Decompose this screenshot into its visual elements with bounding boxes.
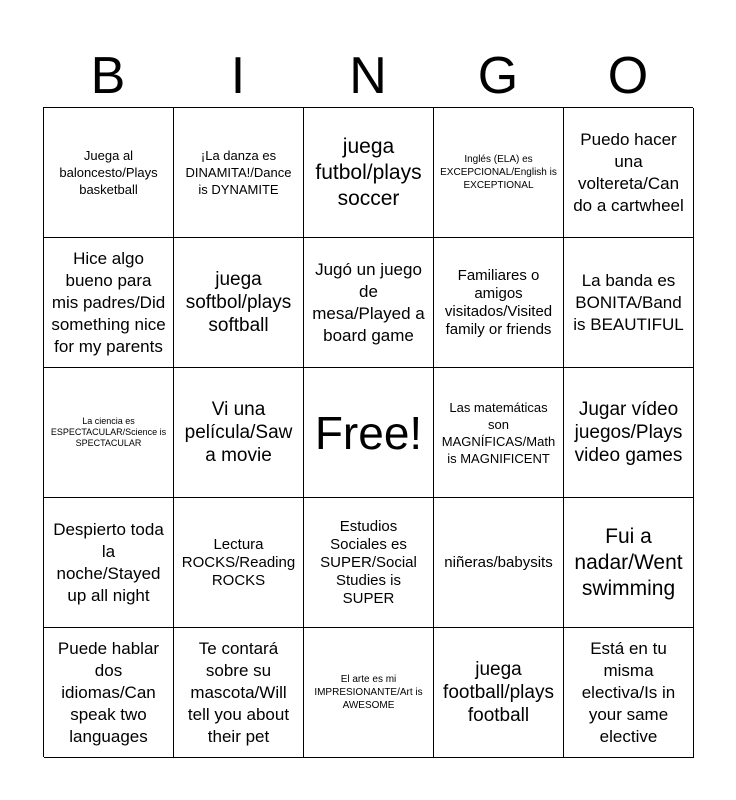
cell-label: Las matemáticas son MAGNÍFICAS/Math is MAGNIFICENT bbox=[441, 399, 556, 466]
cell-label: Lectura ROCKS/Reading ROCKS bbox=[181, 535, 296, 589]
bingo-cell-r5c2[interactable] bbox=[174, 628, 304, 758]
cell-label: Juega al baloncesto/Plays basketball bbox=[59, 148, 158, 197]
cell-label: juega futbol/plays soccer bbox=[315, 134, 422, 210]
cell-label: Estudios Sociales es SUPER/Social Studies is SUPER bbox=[320, 517, 417, 607]
cell-label: Fui a nadar/Went swimming bbox=[574, 524, 683, 600]
bingo-cell-r2c4[interactable] bbox=[434, 238, 564, 368]
cell-label: Despierto toda la noche/Stayed up all night bbox=[53, 519, 164, 605]
bingo-cell-r5c1[interactable] bbox=[44, 628, 174, 758]
free-space-label: Free! bbox=[314, 406, 423, 459]
bingo-cell-r2c3[interactable] bbox=[304, 238, 434, 368]
bingo-cell-r3c4[interactable] bbox=[434, 368, 564, 498]
cell-label: Vi una película/Saw a movie bbox=[184, 399, 293, 466]
bingo-cell-r2c5[interactable] bbox=[564, 238, 694, 368]
bingo-cell-r5c3[interactable] bbox=[304, 628, 434, 758]
cell-label: juega football/plays football bbox=[443, 659, 554, 726]
cell-label: ¡La danza es DINAMITA!/Dance is DYNAMITE bbox=[185, 148, 292, 197]
bingo-cell-r3c5[interactable] bbox=[564, 368, 694, 498]
bingo-cell-r5c4[interactable] bbox=[434, 628, 564, 758]
cell-label: Familiares o amigos visitados/Visited family or friends bbox=[444, 266, 553, 338]
cell-label: Está en tu misma electiva/Is in your same elective bbox=[581, 638, 676, 746]
bingo-header bbox=[43, 44, 693, 108]
header-letter-i: I bbox=[230, 47, 246, 105]
cell-label: La banda es BONITA/Band is BEAUTIFUL bbox=[573, 270, 684, 334]
cell-label: Te contará sobre su mascota/Will tell you about their pet bbox=[187, 638, 290, 746]
bingo-cell-r4c5[interactable] bbox=[564, 498, 694, 628]
cell-label: Jugar vídeo juegos/Plays video games bbox=[574, 399, 683, 466]
cell-label: Puede hablar dos idiomas/Can speak two languages bbox=[57, 638, 160, 746]
cell-label: niñeras/babysits bbox=[444, 553, 553, 571]
bingo-cell-r3c2[interactable] bbox=[174, 368, 304, 498]
bingo-cell-r4c3[interactable] bbox=[304, 498, 434, 628]
bingo-cell-r4c4[interactable] bbox=[434, 498, 564, 628]
cell-label: juega softbol/plays softball bbox=[185, 269, 292, 336]
bingo-cell-r1c3[interactable] bbox=[304, 108, 434, 238]
bingo-cell-r3c1[interactable] bbox=[44, 368, 174, 498]
bingo-cell-r1c2[interactable] bbox=[174, 108, 304, 238]
cell-label: Puedo hacer una voltereta/Can do a cartwheel bbox=[573, 129, 684, 215]
cell-label: Hice algo bueno para mis padres/Did something nice for my parents bbox=[51, 248, 166, 356]
bingo-cell-r4c1[interactable] bbox=[44, 498, 174, 628]
header-letter-g: G bbox=[477, 47, 519, 105]
cell-label: Jugó un juego de mesa/Played a board game bbox=[312, 259, 425, 345]
bingo-cell-r5c5[interactable] bbox=[564, 628, 694, 758]
cell-label: El arte es mi IMPRESIONANTE/Art is AWESOME bbox=[314, 674, 423, 711]
bingo-cell-r2c2[interactable] bbox=[174, 238, 304, 368]
bingo-cell-free[interactable] bbox=[304, 368, 434, 498]
bingo-cell-r4c2[interactable] bbox=[174, 498, 304, 628]
header-letter-o: O bbox=[607, 47, 649, 105]
cell-label: Inglés (ELA) es EXCEPCIONAL/English is EXCEPTIONAL bbox=[440, 154, 557, 191]
cell-label: La ciencia es ESPECTACULAR/Science is SPECTACULAR bbox=[50, 416, 167, 448]
bingo-cell-r2c1[interactable] bbox=[44, 238, 174, 368]
bingo-cell-r1c1[interactable] bbox=[44, 108, 174, 238]
bingo-cell-r1c5[interactable] bbox=[564, 108, 694, 238]
header-letter-n: N bbox=[349, 47, 387, 105]
header-letter-b: B bbox=[90, 47, 126, 105]
bingo-grid bbox=[43, 107, 693, 757]
bingo-cell-r1c4[interactable] bbox=[434, 108, 564, 238]
